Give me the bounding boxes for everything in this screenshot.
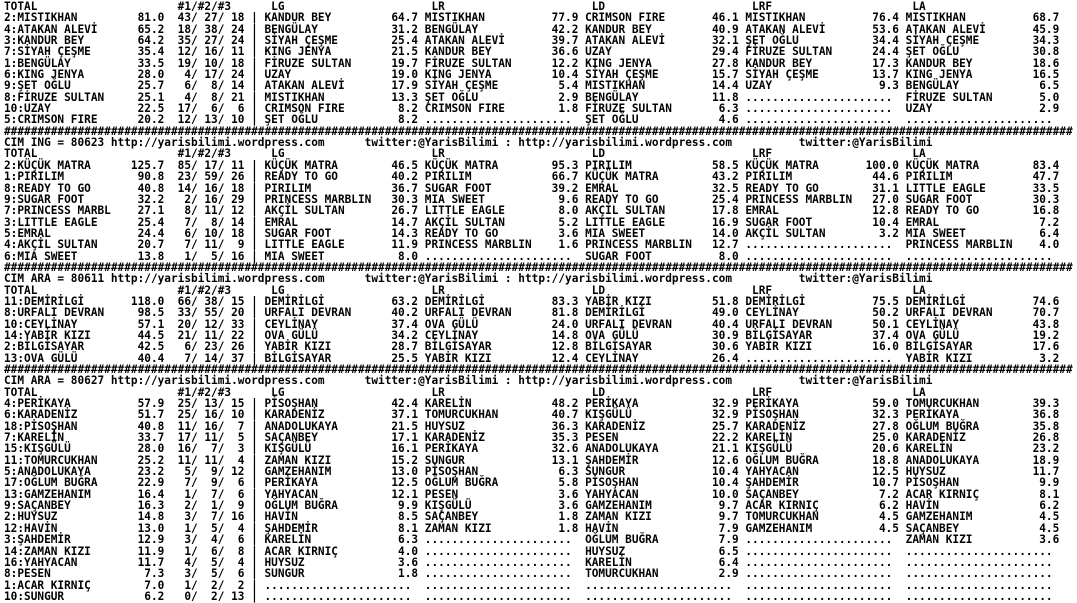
stats-row: 6:KARADENİZ 51.7 25/ 16/ 10 | KARADENİZ 37.1 TOMURCUKHAN 40.7 KIŞGÜLÜ 32.9 PİSOŞHAN 32.3 PERİKAYA 36.8 bbox=[4, 408, 1060, 422]
stats-row: 3:LITTLE EAGLE 25.4 7/ 8/ 14 | EMRAL 14.7 AKÇİL SULTAN 5.2 LITTLE EAGLE 16.9 SUGAR FOOT 10.4 EMRAL 7.2 bbox=[4, 215, 1060, 229]
stats-row: 18:PİSOŞHAN 40.8 11/ 16/ 7 | ANADOLUKAYA 21.5 HUYSUZ 36.3 KARADENİZ 25.7 KARADENİZ 27.8 OĞLUM BUĞRA 35.8 bbox=[4, 419, 1060, 433]
column-header-row: TOTAL #1/#2/#3 LG LR LD LRF LA bbox=[4, 0, 926, 13]
stats-row: 10:UZAY 22.5 17/ 6/ 6 | CRIMSON FIRE 8.2 CRIMSON FIRE 1.8 FİRUZE SULTAN 6.3 ...................... UZAY 2.9 bbox=[4, 102, 1060, 116]
stats-row: 2:BİLGİSAYAR 42.5 6/ 23/ 26 | YABİR KIZI 28.7 BİLGİSAYAR 12.8 BİLGİSAYAR 30.6 YABİR KIZI 16.0 BİLGİSAYAR 17.6 bbox=[4, 340, 1060, 354]
stats-row: 14:ZAMAN KIZI 11.9 1/ 6/ 8 | ACAR KIRNIÇ 4.0 ...................... HUYSUZ 6.5 ...................... ...................... bbox=[4, 544, 1053, 558]
stats-row: 2:KÜÇÜK MATRA 125.7 85/ 17/ 11 | KÜÇÜK MATRA 46.5 KÜÇÜK MATRA 95.3 PIRILIM 58.5 KÜÇÜK MATRA 100.0 KÜÇÜK MATRA 83.4 bbox=[4, 158, 1060, 172]
stats-row: 11:DEMİRİLGİ 118.0 66/ 38/ 15 | DEMİRİLGİ 63.2 DEMİRİLGİ 83.3 YABİR KIZI 51.8 DEMİRİLGİ 75.5 DEMİRİLGİ 74.6 bbox=[4, 294, 1060, 308]
stats-row: 5:ANADOLUKAYA 23.2 5/ 9/ 12 | GAMZEHANIM 13.0 PİSOŞHAN 6.3 SUNGUR 10.4 YAHYACAN 12.5 HUYSUZ 11.7 bbox=[4, 465, 1060, 479]
stats-row: 4:AKÇİL SULTAN 20.7 7/ 11/ 9 | LITTLE EAGLE 11.9 PRINCESS MARBLIN 1.6 PRINCESS MARBLIN 12.7 ...................... PRINCESS MARBLIN 4.0 bbox=[4, 238, 1060, 252]
column-header-row: TOTAL #1/#2/#3 LG LR LD LRF LA bbox=[4, 385, 926, 399]
stats-row: 12:HAVİN 13.0 1/ 5/ 4 | ŞAHDEMİR 8.1 ZAMAN KIZI 1.8 HAVİN 7.9 GAMZEHANIM 4.5 SAÇANBEY 4.5 bbox=[4, 521, 1060, 535]
stats-row: 14:YABİR KIZI 44.5 21/ 11/ 22 | OVA GÜLÜ 34.2 CEYLİNAY 14.8 OVA GÜLÜ 30.9 BİLGİSAYAR 37.4 OVA GÜLÜ 19.2 bbox=[4, 328, 1060, 342]
stats-row: 5:CRIMSON FIRE 20.2 12/ 13/ 10 | ŞET OĞLU 8.2 ...................... ŞET OĞLU 4.6 ...................... ...................... bbox=[4, 113, 1053, 127]
section-separator: ################################################################################################################################################################ bbox=[4, 260, 1073, 274]
stats-row: 1:ACAR KIRNIÇ 7.0 1/ 2/ 2 | ...................... ...................... ...................... ...................... ...................... bbox=[4, 578, 1053, 592]
stats-row: 7:KARELİN 33.7 17/ 11/ 5 | SAÇANBEY 17.1 KARADENİZ 35.3 PESEN 22.2 KARELİN 25.0 KARADENİZ 26.8 bbox=[4, 431, 1060, 445]
stats-row: 16:YAHYACAN 11.7 4/ 5/ 4 | HUYSUZ 3.6 ...................... KARELİN 6.4 ...................... ...................... bbox=[4, 555, 1053, 569]
stats-row: 3:ŞAHDEMİR 12.9 3/ 4/ 6 | KARELİN 6.3 ...................... OĞLUM BUĞRA 7.9 ...................... ZAMAN KIZI 3.6 bbox=[4, 533, 1060, 547]
stats-row: 5:EMRAL 24.4 6/ 10/ 18 | SUGAR FOOT 14.3 READY TO GO 3.6 MIA SWEET 14.0 AKÇİL SULTAN 3.2 MIA SWEET 6.4 bbox=[4, 226, 1060, 240]
stats-row: 8:FİRUZE SULTAN 25.1 4/ 8/ 21 | MISTIKHAN 13.3 ŞET OĞLU 2.9 BENGÜLAY 11.8 ...................... FİRUZE SULTAN 5.0 bbox=[4, 90, 1060, 104]
section-title-line: CIM ARA = 80627 http://yarisbilimi.wordpress.com twitter:@YarisBilimi : http://yarisbilimi.wordpress.com twitter:@YarisBilimi bbox=[4, 374, 933, 388]
stats-row: 13:OVA GÜLÜ 40.4 7/ 14/ 37 | BİLGİSAYAR 25.5 YABİR KIZI 12.4 CEYLİNAY 26.4 ...................... YABİR KIZI 3.2 bbox=[4, 351, 1060, 365]
stats-row: 9:SUGAR FOOT 32.2 2/ 16/ 29 | PRINCESS MARBLIN 30.3 MIA SWEET 9.6 READY TO GO 25.4 PRINCESS MARBLIN 27.0 SUGAR FOOT 30.3 bbox=[4, 192, 1060, 206]
stats-row: 1:BENGÜLAY 33.5 19/ 10/ 18 | FİRUZE SULTAN 19.7 FİRUZE SULTAN 12.2 KING JENYA 27.8 KANDUR BEY 17.3 KANDUR BEY 18.6 bbox=[4, 56, 1060, 70]
stats-row: 2:MISTIKHAN 81.0 43/ 27/ 18 | KANDUR BEY 64.7 MISTIKHAN 77.9 CRIMSON FIRE 46.1 MISTIKHAN 76.4 MISTIKHAN 68.7 bbox=[4, 11, 1060, 25]
stats-row: 9:ŞET OĞLU 25.7 6/ 8/ 14 | ATAKAN ALEVİ 17.9 SİYAH ÇEŞME 5.4 MISTIKHAN 14.4 UZAY 9.3 BENGÜLAY 6.5 bbox=[4, 79, 1060, 93]
stats-row: 15:KIŞGÜLÜ 28.0 16/ 7/ 3 | KIŞGÜLÜ 16.1 PERİKAYA 32.6 ANADOLUKAYA 21.1 KIŞGÜLÜ 20.6 KARELİN 23.2 bbox=[4, 442, 1060, 456]
stats-row: 6:MIA SWEET 13.8 1/ 5/ 16 | MIA SWEET 8.0 ...................... SUGAR FOOT 8.0 ...................... ...................... bbox=[4, 249, 1053, 263]
stats-row: 7:PRINCESS MARBL 27.1 8/ 11/ 12 | AKÇİL SULTAN 26.7 LITTLE EAGLE 8.0 AKÇİL SULTAN 17.8 EMRAL 12.8 READY TO GO 16.8 bbox=[4, 204, 1060, 218]
stats-row: 9:SAÇANBEY 16.3 2/ 1/ 9 | OĞLUM BUĞRA 9.9 KIŞGÜLÜ 3.6 GAMZEHANIM 9.7 ACAR KIRNIÇ 6.2 HAVİN 6.2 bbox=[4, 499, 1060, 513]
column-header-row: TOTAL #1/#2/#3 LG LR LD LRF LA bbox=[4, 283, 926, 297]
stats-row: 4:ATAKAN ALEVİ 65.2 18/ 38/ 24 | BENGÜLAY 31.2 BENGÜLAY 42.2 KANDUR BEY 40.9 ATAKAN ALEVİ 53.6 ATAKAN ALEVİ 45.9 bbox=[4, 22, 1060, 36]
section-title-line: CIM ING = 80623 http://yarisbilimi.wordpress.com twitter:@YarisBilimi : http://yarisbilimi.wordpress.com twitter:@YarisBilimi bbox=[4, 136, 933, 150]
stats-row: 6:KING JENYA 28.0 4/ 17/ 24 | UZAY 19.0 KING JENYA 10.4 SİYAH ÇEŞME 15.7 SİYAH ÇEŞME 13.7 KING JENYA 16.5 bbox=[4, 68, 1060, 82]
stats-row: 1:PIRILIM 90.8 23/ 59/ 26 | READY TO GO 40.2 PIRILIM 66.7 KÜÇÜK MATRA 43.2 PIRILIM 44.6 PIRILIM 47.7 bbox=[4, 170, 1060, 184]
section-separator: ################################################################################################################################################################ bbox=[4, 363, 1073, 376]
stats-row: 8:PESEN 7.3 3/ 5/ 6 | SUNGUR 1.8 ...................... TOMURCUKHAN 2.9 ...................... ...................... bbox=[4, 567, 1053, 581]
column-header-row: TOTAL #1/#2/#3 LG LR LD LRF LA bbox=[4, 147, 926, 161]
stats-row: 3:KANDUR BEY 64.2 35/ 27/ 24 | SİYAH ÇEŞME 25.4 ATAKAN ALEVİ 39.7 ATAKAN ALEVİ 32.1 ŞET OĞLU 34.4 SİYAH ÇEŞME 34.3 bbox=[4, 34, 1060, 48]
stats-row: 4:PERİKAYA 57.9 25/ 13/ 15 | PİSOŞHAN 42.4 KARELİN 48.2 PERİKAYA 32.9 PERİKAYA 59.0 TOMURCUKHAN 39.3 bbox=[4, 397, 1060, 411]
stats-row: 17:OĞLUM BUĞRA 22.9 7/ 9/ 6 | PERİKAYA 12.5 OĞLUM BUĞRA 5.8 PİSOŞHAN 10.4 ŞAHDEMİR 10.7 PİSOŞHAN 9.9 bbox=[4, 476, 1060, 490]
stats-row: 13:GAMZEHANIM 16.4 1/ 7/ 6 | YAHYACAN 12.1 PESEN 3.6 YAHYACAN 10.0 SAÇANBEY 7.2 ACAR KIRNIÇ 8.1 bbox=[4, 487, 1060, 501]
stats-row: 8:URFALI DEVRAN 98.5 33/ 55/ 20 | URFALI DEVRAN 40.2 URFALI DEVRAN 81.8 DEMİRİLGİ 49.0 CEYLİNAY 50.2 URFALI DEVRAN 70.7 bbox=[4, 306, 1060, 320]
stats-row: 2:HUYSUZ 14.8 3/ 7/ 16 | HAVİN 8.5 SAÇANBEY 1.8 ZAMAN KIZI 9.7 TOMURCUKHAN 4.5 GAMZEHANIM 4.5 bbox=[4, 510, 1060, 524]
section-title-line: CIM ARA = 80611 http://yarisbilimi.wordpress.com twitter:@YarisBilimi : http://yarisbilimi.wordpress.com twitter:@YarisBilimi bbox=[4, 272, 933, 286]
stats-row: 10:CEYLİNAY 57.1 20/ 12/ 33 | CEYLİNAY 37.4 OVA GÜLÜ 24.0 URFALI DEVRAN 40.4 URFALI DEVRAN 50.1 CEYLİNAY 43.8 bbox=[4, 317, 1060, 331]
stats-row: 11:TOMURCUKHAN 25.2 11/ 11/ 4 | ZAMAN KIZI 15.2 SUNGUR 13.1 ŞAHDEMİR 12.6 OĞLUM BUĞRA 18.8 ANADOLUKAYA 18.9 bbox=[4, 453, 1060, 467]
stats-row: 8:READY TO GO 40.8 14/ 16/ 18 | PIRILIM 36.7 SUGAR FOOT 39.2 EMRAL 32.5 READY TO GO 31.1 LITTLE EAGLE 33.5 bbox=[4, 181, 1060, 195]
stats-row: 10:SUNGUR 6.2 0/ 2/ 13 | ...................... ...................... ...................... ...................... ...................... bbox=[4, 589, 1053, 603]
stats-row: 7:SİYAH ÇEŞME 35.4 12/ 16/ 11 | KING JENYA 21.5 KANDUR BEY 36.6 UZAY 29.4 FİRUZE SULTAN 24.4 ŞET OĞLU 30.8 bbox=[4, 45, 1060, 59]
section-separator: ################################################################################################################################################################ bbox=[4, 124, 1073, 138]
